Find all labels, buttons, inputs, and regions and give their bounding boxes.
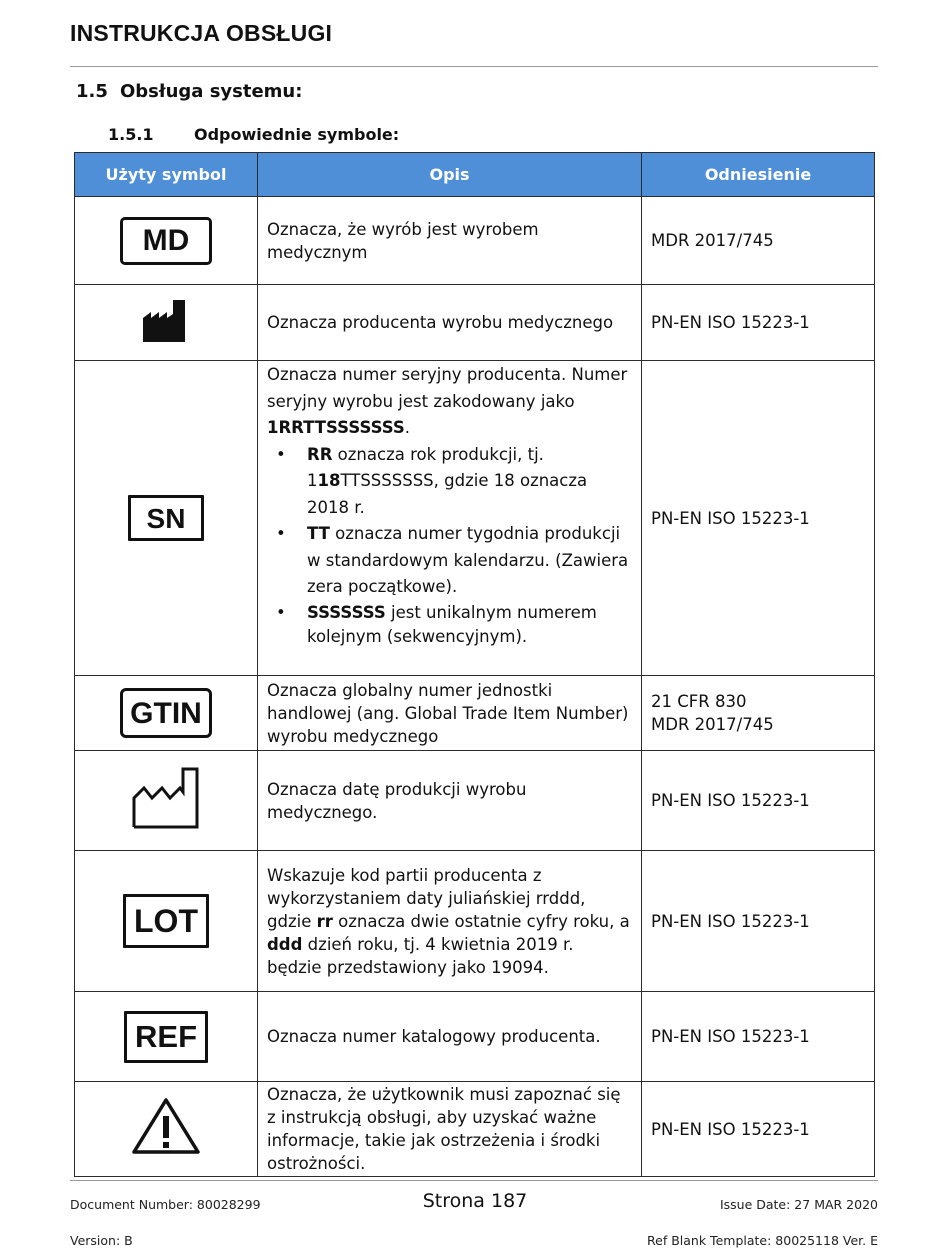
caution-triangle-icon (131, 1096, 201, 1156)
description-cell (258, 361, 642, 676)
table-row (75, 285, 875, 361)
page-number: Strona 187 (422, 1190, 528, 1212)
manufacturer-factory-icon (141, 296, 191, 344)
reference-line: MDR 2017/745 (651, 231, 774, 250)
reference-line: PN-EN ISO 15223-1 (651, 791, 810, 810)
description-cell: Oznacza, że wyrób jest wyrobem medycznym (258, 197, 642, 285)
section-heading (76, 81, 302, 102)
reference-cell (642, 197, 875, 285)
reference-line: PN-EN ISO 15223-1 (651, 313, 810, 332)
template-reference: Ref Blank Template: 80025118 Ver. E (647, 1233, 878, 1248)
lot-text: oznacza dwie ostatnie cyfry roku, a (332, 911, 630, 931)
description-cell: Oznacza producenta wyrobu medycznego (258, 285, 642, 361)
footer-divider (70, 1180, 878, 1181)
description-cell: Oznacza numer katalogowy producenta. (258, 992, 642, 1082)
lot-key: ddd (267, 934, 303, 954)
reference-cell (642, 851, 875, 992)
header-reference: Odniesienie (642, 153, 875, 197)
header-divider (70, 66, 878, 67)
symbol-cell (75, 1082, 258, 1177)
date-of-manufacture-factory-icon (131, 766, 201, 830)
bullet-text: oznacza numer tygodnia produkcji w standardowym kalendarzu. (Zawiera zera początkowe). (307, 524, 629, 596)
symbol-cell (75, 285, 258, 361)
section-title: Obsługa systemu: (120, 81, 303, 102)
reference-line: PN-EN ISO 15223-1 (651, 1119, 810, 1139)
symbol-cell (75, 751, 258, 851)
reference-line: PN-EN ISO 15223-1 (651, 1027, 810, 1046)
list-item (267, 601, 633, 649)
md-box-icon: MD (120, 217, 212, 265)
table-row (75, 1082, 875, 1177)
header-description: Opis (258, 153, 642, 197)
table-row (75, 751, 875, 851)
symbol-cell (75, 197, 258, 285)
bullet-text: jest unikalnym numerem kolejnym (sekwencyjnym). (307, 602, 597, 646)
bullet-key-2: 18 (317, 471, 341, 490)
symbol-cell (75, 992, 258, 1082)
reference-cell (642, 751, 875, 851)
symbols-table (74, 152, 875, 1177)
reference-line: PN-EN ISO 15223-1 (651, 911, 810, 931)
list-item (267, 442, 633, 522)
bullet-key: RR (307, 444, 333, 464)
bullet-text: oznacza rok produkcji, tj. 1 (307, 444, 544, 490)
serial-intro: Oznacza numer seryjny producenta. Numer seryjny wyrobu jest zakodowany jako (267, 365, 628, 411)
sn-box-icon: SN (128, 495, 204, 541)
version: Version: B (70, 1233, 133, 1248)
reference-line: MDR 2017/745 (651, 715, 774, 734)
document-title: INSTRUKCJA OBSŁUGI (70, 20, 333, 46)
table-row (75, 361, 875, 676)
reference-cell (642, 1082, 875, 1177)
reference-cell (642, 285, 875, 361)
gtin-box-icon: GTIN (120, 688, 212, 738)
list-item (267, 521, 633, 601)
reference-line: 21 CFR 830 (651, 692, 747, 711)
subsection-heading (108, 125, 399, 144)
table-row (75, 851, 875, 992)
lot-key: rr (316, 911, 333, 931)
description-cell: Oznacza, że użytkownik musi zapoznać się z instrukcją obsługi, aby uzyskać ważne informacje, takie jak ostrzeżenia i środki ostrożności. (258, 1082, 642, 1177)
document-number: Document Number: 80028299 (70, 1197, 261, 1212)
bullet-key: SSSSSSS (307, 602, 386, 622)
serial-intro-end: . (404, 418, 411, 437)
table-header-row (75, 153, 875, 197)
lot-text: Wskazuje kod partii producenta z wykorzystaniem daty juliańskiej rrddd, gdzie (267, 865, 586, 931)
reference-cell (642, 361, 875, 676)
symbol-cell (75, 361, 258, 676)
serial-bullets (267, 442, 633, 649)
serial-description (267, 362, 633, 442)
header-symbol: Użyty symbol (75, 153, 258, 197)
subsection-title: Odpowiednie symbole: (194, 125, 400, 144)
lot-text: dzień roku, tj. 4 kwietnia 2019 r. będzie przedstawiony jako 19094. (267, 934, 574, 977)
description-cell: Oznacza globalny numer jednostki handlowej (ang. Global Trade Item Number) wyrobu medycznego (258, 676, 642, 751)
symbol-cell (75, 851, 258, 992)
description-cell: Oznacza datę produkcji wyrobu medycznego. (258, 751, 642, 851)
serial-format: 1RRTTSSSSSSS (267, 418, 405, 437)
subsection-number: 1.5.1 (108, 125, 154, 144)
reference-cell (642, 992, 875, 1082)
bullet-text-2: TTSSSSSSS, gdzie 18 oznacza 2018 r. (307, 471, 588, 517)
reference-cell (642, 676, 875, 751)
symbol-cell (75, 676, 258, 751)
table-row (75, 197, 875, 285)
table-row (75, 992, 875, 1082)
ref-box-icon: REF (124, 1011, 208, 1063)
table-row (75, 676, 875, 751)
issue-date: Issue Date: 27 MAR 2020 (719, 1197, 878, 1212)
section-number: 1.5 (76, 81, 108, 102)
reference-line: PN-EN ISO 15223-1 (651, 508, 810, 528)
lot-box-icon: LOT (123, 894, 209, 948)
description-cell (258, 851, 642, 992)
bullet-key: TT (307, 524, 330, 543)
